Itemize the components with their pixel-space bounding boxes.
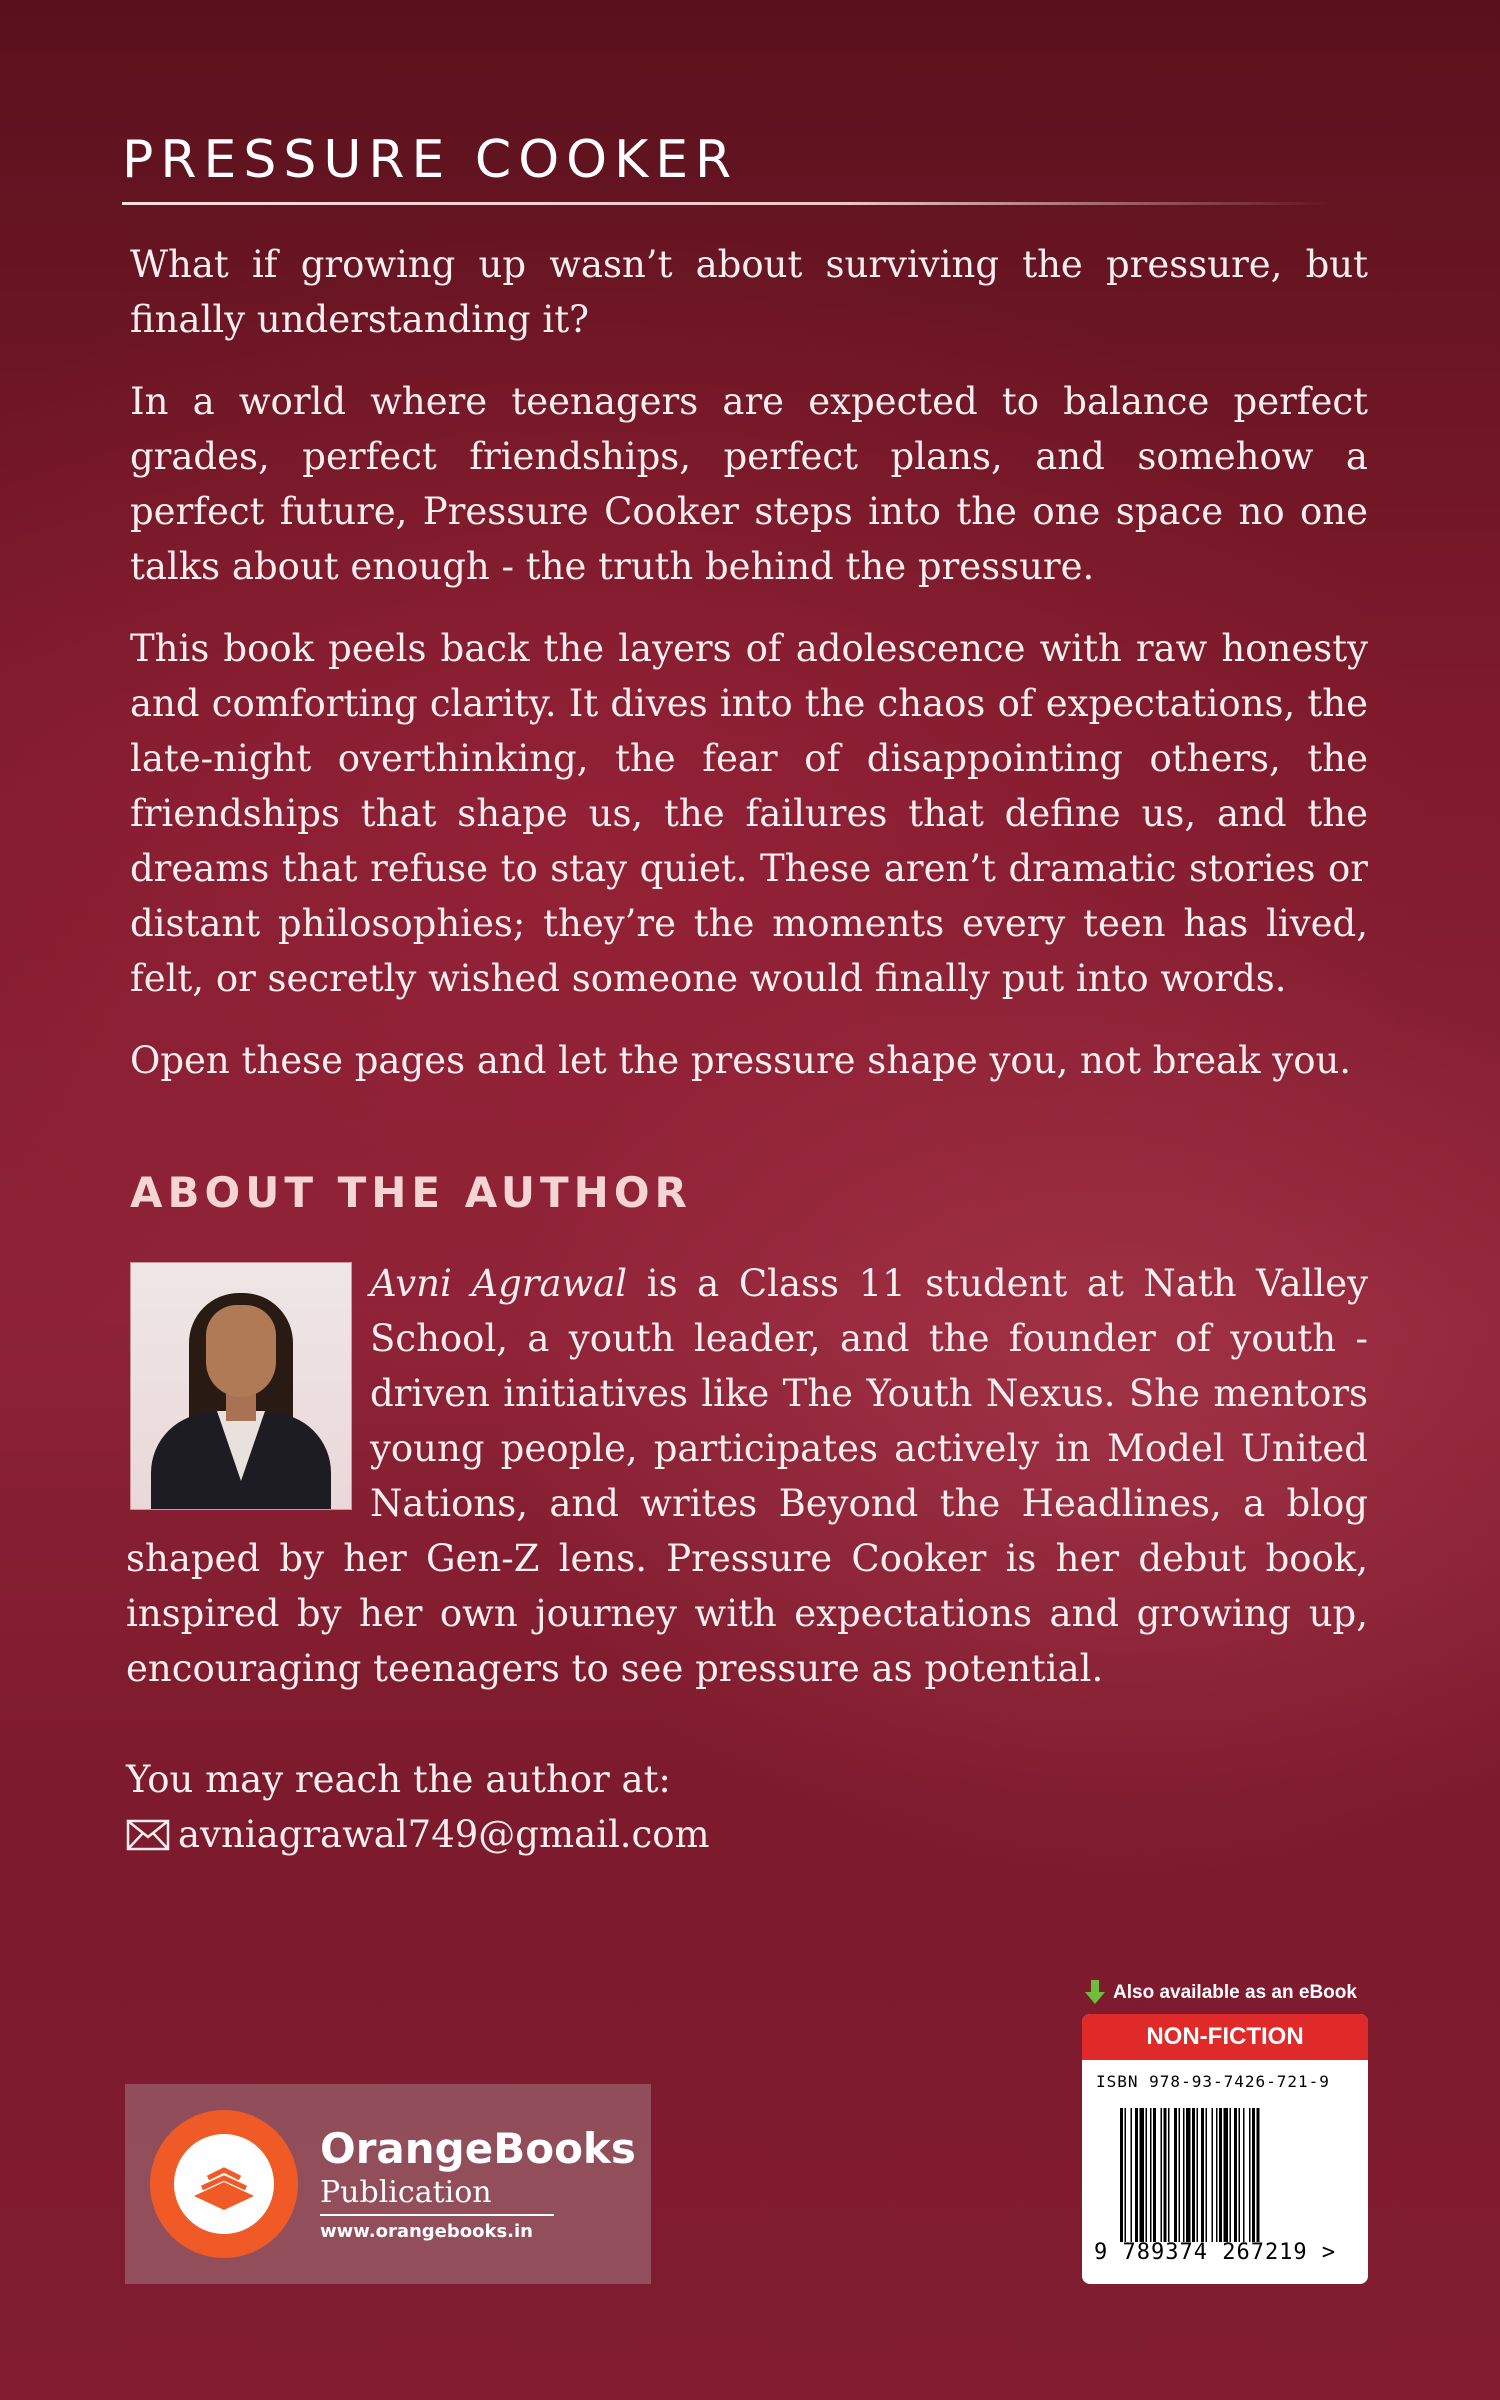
- author-bio: [126, 1256, 1368, 1696]
- ebook-note: [1085, 1980, 1357, 2006]
- barcode-bar: [1192, 2108, 1195, 2242]
- barcode-bar: [1174, 2108, 1177, 2242]
- email-address[interactable]: avniagrawal749@gmail.com: [178, 1813, 710, 1856]
- publisher-subtitle: Publication: [320, 2175, 492, 2210]
- publisher-url[interactable]: www.orangebooks.in: [320, 2221, 533, 2242]
- barcode-bar: [1150, 2108, 1152, 2242]
- barcode-bar: [1179, 2108, 1181, 2242]
- isbn-text: ISBN 978-93-7426-721-9: [1096, 2072, 1330, 2091]
- title-underline: [122, 202, 1332, 205]
- barcode-bar: [1239, 2108, 1241, 2242]
- contact-label: You may reach the author at:: [126, 1758, 671, 1801]
- barcode-panel: [1082, 2014, 1368, 2284]
- barcode-bar: [1161, 2108, 1163, 2242]
- blurb-paragraph: What if growing up wasn’t about surviving the pressure, but finally understanding it?: [130, 243, 1368, 341]
- envelope-icon: [126, 1819, 170, 1851]
- barcode-digits: 9 789374 267219 >: [1094, 2240, 1337, 2265]
- book-icon: [174, 2134, 274, 2234]
- barcode-bar: [1216, 2108, 1218, 2242]
- barcode-bar: [1224, 2108, 1229, 2242]
- download-arrow-icon: [1085, 1980, 1105, 2006]
- barcode-bar: [1212, 2108, 1214, 2242]
- blurb-paragraph: This book peels back the layers of adolescence with raw honesty and comforting clarity. It dives into the chaos of expectations, the late-night overthinking, the fear of disappointing others, the friendships that shape us, the failures that define us, and the dreams that refuse to stay quiet. These aren’t dramatic stories or distant philosophies; they’re the moments every teen has lived, felt, or secretly wished someone would finally put into words.: [130, 627, 1368, 1000]
- barcode-bar: [1249, 2108, 1251, 2242]
- barcode-bar: [1219, 2108, 1222, 2242]
- author-name: Avni Agrawal: [370, 1262, 628, 1305]
- barcode-bar: [1243, 2108, 1245, 2242]
- barcode-bar: [1131, 2108, 1133, 2242]
- blurb-paragraph: In a world where teenagers are expected to balance perfect grades, perfect friendships, perfect plans, and somehow a perfect future, Pressure Cooker steps into the one space no one talks about enough - the truth behind the pressure.: [130, 380, 1368, 588]
- publisher-logo: [150, 2110, 298, 2258]
- barcode-bar: [1125, 2108, 1127, 2242]
- barcode-bar: [1135, 2108, 1138, 2242]
- author-bio-text: is a Class 11 student at Nath Valley School, a youth leader, and the founder of youth -driven initiatives like The Youth Nexus. She mentors young people, participates actively in Model United Nations, and writes Beyond the Headlines, a blog shaped by her Gen-Z lens. Pressure Cooker is her debut book, inspired by her own journey with expectations and growing up, encouraging teenagers to see pressure as potential.: [126, 1262, 1369, 1690]
- author-photo: [130, 1262, 352, 1510]
- publisher-name: OrangeBooks: [320, 2124, 636, 2173]
- barcode-bar: [1120, 2108, 1123, 2242]
- barcode-bar: [1153, 2108, 1156, 2242]
- barcode-bar: [1234, 2108, 1237, 2242]
- publisher-badge: [125, 2084, 651, 2284]
- about-author-heading: ABOUT THE AUTHOR: [130, 1168, 692, 1217]
- barcode-bar: [1164, 2108, 1167, 2242]
- barcode-bar: [1197, 2108, 1199, 2242]
- barcode-bar: [1201, 2108, 1204, 2242]
- barcode-bar: [1186, 2108, 1191, 2242]
- book-title: PRESSURE COOKER: [122, 130, 739, 190]
- barcode-bar: [1146, 2108, 1148, 2242]
- contact-email[interactable]: [126, 1807, 710, 1862]
- barcode-bar: [1257, 2108, 1260, 2242]
- barcode-bar: [1140, 2108, 1145, 2242]
- barcode: [1120, 2108, 1336, 2242]
- barcode-bar: [1252, 2108, 1255, 2242]
- barcode-bar: [1183, 2108, 1185, 2242]
- barcode-bar: [1230, 2108, 1232, 2242]
- barcode-bar: [1168, 2108, 1170, 2242]
- publisher-divider: [320, 2214, 554, 2216]
- book-blurb: [130, 237, 1368, 1115]
- blurb-paragraph: Open these pages and let the pressure shape you, not break you.: [130, 1039, 1352, 1082]
- genre-label: NON-FICTION: [1082, 2014, 1368, 2060]
- barcode-bar: [1206, 2108, 1208, 2242]
- ebook-note-text: Also available as an eBook: [1113, 1982, 1357, 2003]
